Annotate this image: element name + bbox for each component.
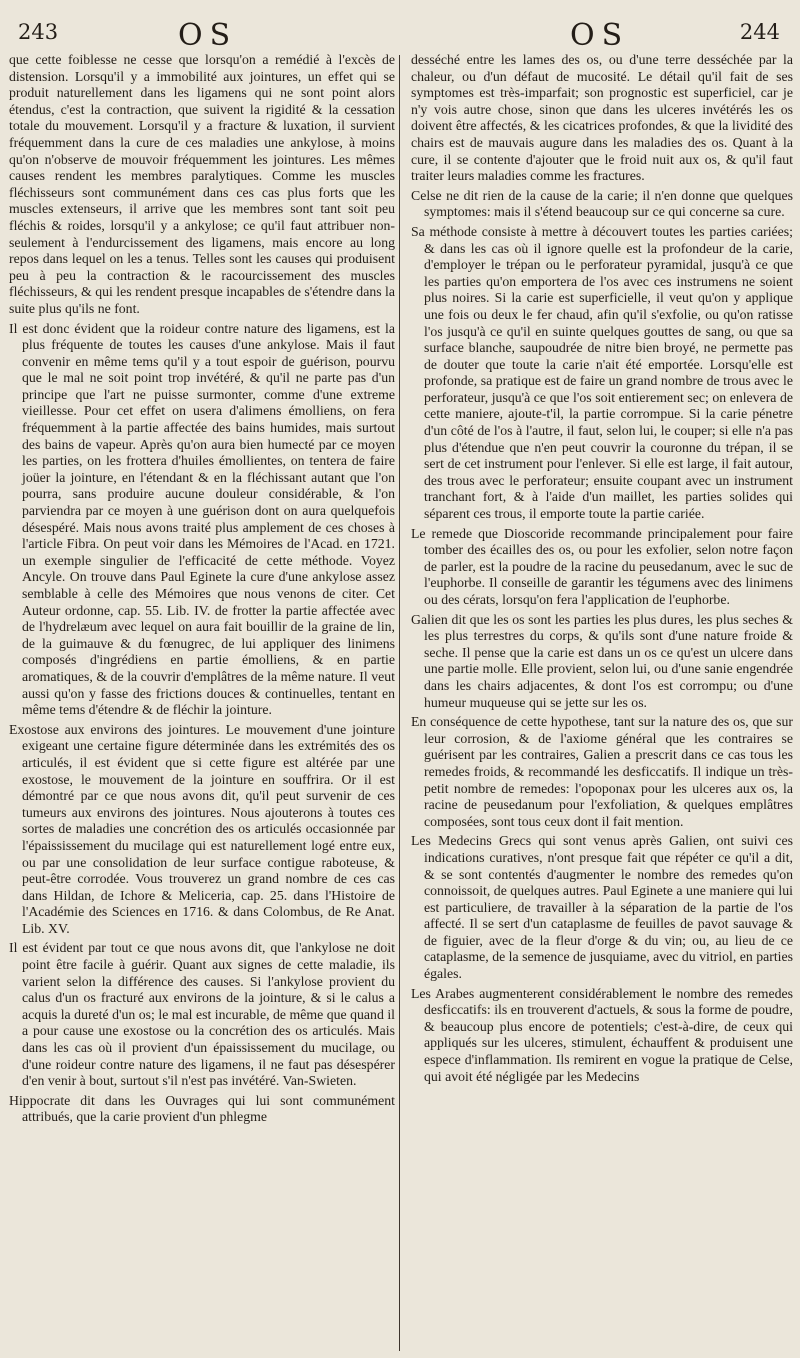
left-page-number: 243 — [18, 20, 59, 44]
paragraph: que cette foiblesse ne cesse que lorsqu'on a remédié à l'excès de distension. Lorsqu'il y a immobilité aux jointures, un effet qui se produit naturellement dans les ligamens qui ne sont point alors étendus, c'est la contraction, que suivent la rigidité & la cessation totale du mouvement. Lorsqu'il y a fracture & luxation, il survient fréquemment dans la cure de ces maladies une ankylose, à moins qu'on n'observe de mouvoir fréquemment les jointures. Les mêmes causes rendent les membres paralytiques. Comme les muscles fléchisseurs sont communément dans ces cas plus forts que les muscles extenseurs, il arrive que les membres sont tant soit peu fléchis & roides, lorsqu'il y a ankylose; ce qu'il faut attribuer non-seulement à l'endurcissement des ligamens, mais encore au long repos dans lequel on les a tenus. Telles sont les causes qui produisent peu à peu la contraction & le racourcissement des muscles fléchisseurs, & qui les rendent presque incapables de s'étendre dans la suite plus qu'ils ne font. — [9, 52, 395, 316]
paragraph: Il est donc évident que la roideur contre nature des ligamens, est la plus fréquente de toutes les causes d'une ankylose. Mais il faut convenir en même tems qu'il y a tout espoir de guérison, pourvu que le mal ne soit point trop invétéré, & qu'il ne parte pas d'un principe que l'art ne puisse surmonter, comme d'une extreme vieillesse. Pour cet effet on usera d'alimens émolliens, on fera fréquemment à la partie affectée des bains humides, mais surtout des bains de vapeur. Après qu'on aura bien humecté par ce moyen les parties, on les frottera d'huiles émollientes, on tentera de faire joüer la jointure, en l'étendant & en la fléchissant autant que l'on pourra, sans produire aucune douleur considérable, & l'on parviendra par ce moyen à une guérison dont on aura quelquefois désespéré. Mais nous avons traité plus amplement de ces choses à l'article Fibra. On peut voir dans les Mémoires de l'Acad. en 1721. un exemple singulier de l'efficacité de cette méthode. Voyez Ancyle. On trouve dans Paul Eginete la cure d'une ankylose assez semblable à celle des Mémoires que nous venons de citer. Cet Auteur ordonne, cap. 55. Lib. IV. de frotter la partie affectée avec de l'hydrelæum avec lequel on aura fait bouillir de la graine de lin, de la guimauve & du fœnugrec, de lui appliquer des linimens composés d'ingrédiens en partie émolliens, & en partie aromatiques, & de la couvrir d'emplâtres de la même nature. Il veut aussi qu'on y fasse des frictions douces & continuelles, tentant en même tems d'étendre & de fléchir la jointure. — [9, 320, 395, 718]
right-page-number: 244 — [739, 20, 780, 44]
right-column — [411, 52, 793, 1352]
paragraph: Galien dit que les os sont les parties les plus dures, les plus seches & les plus terrestres du corps, & qu'ils sont d'une nature froide & seche. Il pense que la carie est dans un os ce qu'est un ulcere dans une partie molle. Elle provient, selon lui, ou d'une sanie engendrée dans les chairs adjacentes, & dont l'os est corrompu; ou d'une humeur muqueuse qui se jette sur les os. — [411, 611, 793, 710]
page-header — [0, 18, 800, 52]
paragraph: Hippocrate dit dans les Ouvrages qui lui sont communément attribués, que la carie provient d'un phlegme — [9, 1092, 395, 1125]
paragraph: Celse ne dit rien de la cause de la carie; il n'en donne que quelques symptomes: mais il s'étend beaucoup sur ce qui concerne sa cure. — [411, 187, 793, 220]
paragraph: Il est évident par tout ce que nous avons dit, que l'ankylose ne doit point être facile à guérir. Quant aux signes de cette maladie, ils varient selon la différence des causes. Si l'ankylose provient du calus d'un os fracturé aux environs de la jointure, & si le calus a acquis la dureté d'un os; le mal est incurable, de même que quand il a pour cause une exostose ou la concrétion des os articulés. Mais dans les cas où il provient d'un épaississement du mucilage, ou d'une roideur contre nature des ligamens, il ne faut pas désespérer d'en venir à bout, surtout s'il n'est pas invétéré. Van-Swieten. — [9, 940, 395, 1089]
left-column — [9, 52, 395, 1352]
paragraph: Sa méthode consiste à mettre à découvert toutes les parties cariées; & dans les cas où il ignore quelle est la profondeur de la carie, d'employer le trépan ou le perforateur pyramidal, jusqu'à ce que les parties qu'on emportera de l'os avec ces instrumens ne soient plus noires. Si la carie est superficielle, il veut qu'on y applique une fois ou deux le fer chaud, afin qu'il s'exfolie, ou qu'on ratisse l'os jusqu'à ce qu'il en suinte quelques gouttes de sang, ou que sa surface blanche, saupoudrée de nitre bien broyé, ne permette pas de douter que toute la carie n'ait été emportée. Lorsqu'elle est profonde, sa pratique est de faire un grand nombre de trous avec le perforateur, jusqu'à ce que l'os soit entierement sec; on enlevera de cette maniere, ajoute-t'il, la partie corrompue. Si la carie pénetre d'un côté de l'os à l'autre, il faut, selon lui, le couper; si elle n'a pas plus d'étendue que n'en peut couvrir la couronne du trépan, il se sert de cet instrument pour l'enlever. Si elle est large, il fait autour, des trous avec le perforateur; ensuite coupant avec un instrument tranchant fort, & à l'aide d'un maillet, les parties solides qui séparent ces trous, il emporte toute la partie cariée. — [411, 223, 793, 522]
column-divider — [399, 55, 400, 1351]
left-running-head: OS — [178, 18, 238, 53]
paragraph: Le remede que Dioscoride recommande principalement pour faire tomber des écailles des os, ou pour les exfolier, selon notre façon de parler, est la poudre de la racine du peusedanum, avec le suc de l'euphorbe. Il conseille de garantir les tégumens avec des linimens ou des cérats, lorsqu'on fera l'application de l'euphorbe. — [411, 525, 793, 607]
paragraph: Exostose aux environs des jointures. Le mouvement d'une jointure exigeant une certaine figure déterminée dans les extrémités des os articulés, il est évident que si cette figure est altérée par une exostose, le mouvement de la jointure en souffrira. Or il est démontré par ce que nous avons dit, qu'il peut survenir de ces tumeurs aux environs des jointures. Nous ajouterons à toutes ces sortes de maladies une concrétion des os articulés occasionnée par l'épaississement du mucilage qui est naturellement logé entre eux, ou par une consolidation de leur surface contigue raboteuse, & peut-être corrodée. Vous trouverez un grand nombre de ces cas dans Hildan, de Ichore & Meliceria, cap. 25. dans l'Histoire de l'Académie des Sciences en 1716. & dans Colombus, de Re Anat. Lib. XV. — [9, 721, 395, 936]
right-running-head: OS — [570, 18, 630, 53]
paragraph: Les Arabes augmenterent considérablement le nombre des remedes desficcatifs: ils en trouverent d'actuels, & sous la forme de poudre, & beaucoup plus encore de potentiels; c'est-à-dire, de ceux qui appliqués sur les ulceres, stimulent, échauffent & produisent une espece d'inflammation. Ils remirent en vogue la pratique de Celse, qui avoit été négligée par les Medecins — [411, 985, 793, 1084]
paragraph: desséché entre les lames des os, ou d'une terre desséchée par la chaleur, ou d'un défaut de mucosité. Le détail qu'il fait de ses symptomes est très-imparfait; son prognostic est superficiel, car je n'y vois autre chose, sinon que dans les ulceres invétérés les os doivent être affectés, & les cicatrices profondes, & que la lividité des chairs est de mauvais augure dans les maladies des os. Quant à la cure, il se contente d'ajouter que le froid nuit aux os, & qu'il faut traiter leurs maladies comme les fractures. — [411, 52, 793, 184]
paragraph: Les Medecins Grecs qui sont venus après Galien, ont suivi ces indications curatives, n'ont presque fait que répéter ce qu'il a dit, & se sont contentés d'augmenter le nombre des remedes qu'on connoissoit, de quelques autres. Paul Eginete a une maniere qui lui est particuliere, de travailler à la séparation de la partie de l'os affecté. Il se sert d'un cataplasme de feuilles de pavot sauvage & de figuier, avec de la fleur d'orge & du vin; ou, au lieu de ce cataplasme, de la semence de jusquiame, avec du vitriol, en parties égales. — [411, 833, 793, 982]
paragraph: En conséquence de cette hypothese, tant sur la nature des os, que sur leur corrosion, & de l'axiome général que les contraires se guérisent par les contraires, Galien a prescrit dans ce cas tous les remedes froids, & recommandé les desficcatifs. Il indique un très-petit nombre de remedes: l'opoponax pour les ulceres aux os, la racine de peusedanum pour l'exfoliation, & quelques emplâtres composées, sont tous ceux dont il fait mention. — [411, 714, 793, 829]
